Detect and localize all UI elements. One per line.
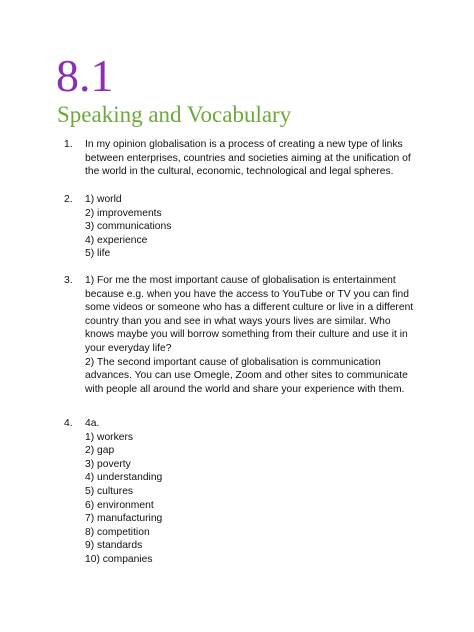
exercise-number: 1. [64, 139, 73, 150]
exercise-4 [64, 417, 444, 567]
text-line: your everyday life? [85, 342, 172, 354]
answer-line: 1) workers [85, 431, 134, 443]
exercise-number: 3. [64, 275, 73, 286]
answer-line: 2) improvements [85, 207, 162, 219]
text-line: advances. You can use Omegle, Zoom and other sites to communicate [85, 370, 408, 382]
exercise-number: 2. [64, 194, 73, 205]
section-number: 8.1 [56, 50, 114, 101]
answer-line: 1) world [85, 194, 122, 205]
answer-line: 4) experience [85, 234, 148, 246]
text-line: 1) For me the most important cause of globalisation is entertainment [85, 275, 396, 286]
exercise-body [85, 138, 444, 179]
answer-line: 2) gap [85, 445, 115, 457]
exercise-body [85, 274, 444, 396]
answer-line: 3) communications [85, 221, 172, 233]
exercise-body [85, 193, 444, 261]
subsection-label: 4a. [85, 418, 100, 429]
text-line: knows maybe you will borrow something from their culture and use it in [85, 329, 408, 341]
answer-line: 3) poverty [85, 458, 131, 470]
text-line: 2) The second important cause of globalisation is communication [85, 356, 381, 368]
exercise-body [85, 417, 444, 567]
answer-line: 7) manufacturing [85, 513, 163, 525]
answer-line: 5) life [85, 248, 111, 260]
exercise-2 [64, 193, 444, 261]
answer-line: 4) understanding [85, 472, 163, 484]
text-line: country than you and see in what ways yours lives are similar. Who [85, 315, 391, 327]
text-line: because e.g. when you have the access to YouTube or TV you can find [85, 288, 409, 300]
answer-line: 5) cultures [85, 485, 134, 497]
answer-line: 8) competition [85, 526, 150, 538]
text-line: some videos or someone who has a different culture or live in a different [85, 302, 414, 314]
text-line: In my opinion globalisation is a process of creating a new type of links [85, 139, 403, 150]
answer-line: 10) companies [85, 553, 153, 565]
text-line: between enterprises, countries and societies aiming at the unification of [85, 152, 411, 164]
text-line: with people all around the world and share your experience with them. [85, 383, 405, 395]
answer-line: 9) standards [85, 540, 143, 552]
exercise-1 [64, 138, 444, 179]
exercise-number: 4. [64, 418, 73, 429]
exercise-3 [64, 274, 444, 396]
answer-line: 6) environment [85, 499, 154, 511]
text-line: the world in the cultural, economic, technological and legal spheres. [85, 166, 394, 178]
section-title: Speaking and Vocabulary [57, 102, 292, 127]
